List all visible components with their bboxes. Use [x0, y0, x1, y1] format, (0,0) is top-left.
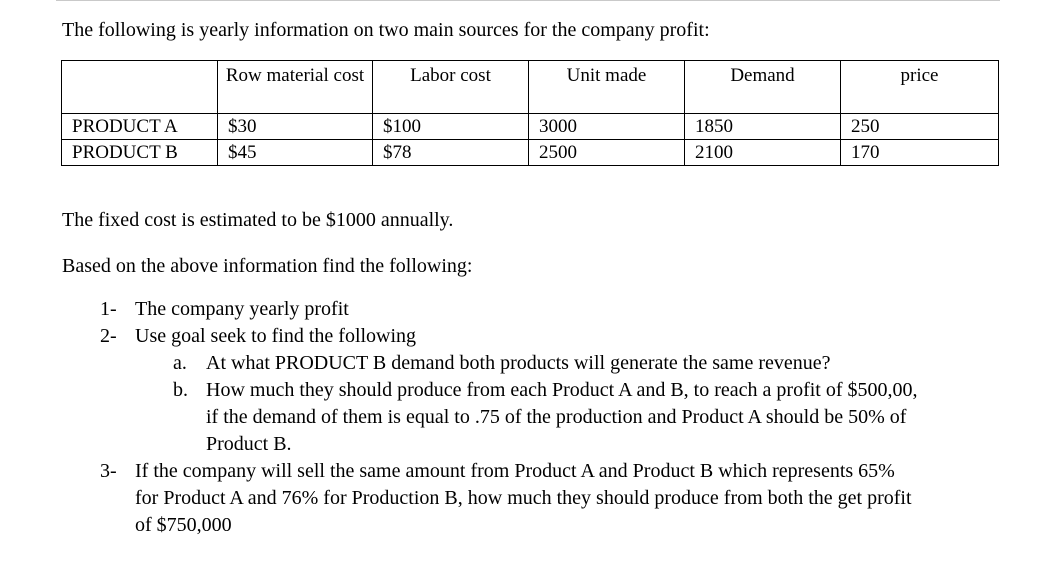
header-cell-blank	[62, 61, 218, 114]
question-2-number: 2-	[100, 325, 117, 347]
header-labor-cost: Labor cost	[373, 61, 529, 114]
product-data-table	[61, 60, 999, 166]
cell-a-labor: $100	[373, 114, 529, 140]
cell-a-unit-made: 3000	[529, 114, 685, 140]
row-label-product-b: PRODUCT B	[62, 140, 218, 166]
cell-b-row-material: $45	[218, 140, 373, 166]
table-row	[62, 114, 999, 140]
cell-b-demand: 2100	[685, 140, 841, 166]
cell-b-labor: $78	[373, 140, 529, 166]
table-row	[62, 140, 999, 166]
cell-a-demand: 1850	[685, 114, 841, 140]
fixed-cost-text: The fixed cost is estimated to be $1000 annually.	[62, 209, 454, 231]
cell-b-price: 170	[841, 140, 999, 166]
header-row-material-cost: Row material cost	[218, 61, 373, 114]
question-2-text: Use goal seek to find the following	[135, 325, 417, 347]
header-unit-made: Unit made	[529, 61, 685, 114]
top-divider	[56, 0, 1000, 1]
instruction-text: Based on the above information find the following:	[62, 255, 473, 277]
question-3-line-1: If the company will sell the same amount from Product A and Product B which represents 65%	[135, 460, 895, 482]
cell-a-price: 250	[841, 114, 999, 140]
header-demand: Demand	[685, 61, 841, 114]
question-2b-letter: b.	[173, 379, 188, 401]
question-2b-line-2: if the demand of them is equal to .75 of the production and Product A should be 50% of	[206, 406, 907, 428]
question-1-text: The company yearly profit	[135, 298, 349, 320]
cell-a-row-material: $30	[218, 114, 373, 140]
question-3-line-2: for Product A and 76% for Production B, how much they should produce from both the get profit	[135, 487, 912, 509]
header-price: price	[841, 61, 999, 114]
cell-b-unit-made: 2500	[529, 140, 685, 166]
question-2b-line-1: How much they should produce from each Product A and B, to reach a profit of $500,00,	[206, 379, 918, 401]
table-header-row	[62, 61, 999, 114]
question-2b-line-3: Product B.	[206, 433, 292, 455]
question-3-number: 3-	[100, 460, 117, 482]
question-2a-text: At what PRODUCT B demand both products will generate the same revenue?	[206, 352, 831, 374]
question-3-line-3: of $750,000	[135, 514, 232, 536]
question-1-number: 1-	[100, 298, 117, 320]
intro-text: The following is yearly information on two main sources for the company profit:	[62, 19, 710, 41]
row-label-product-a: PRODUCT A	[62, 114, 218, 140]
question-2a-letter: a.	[173, 352, 187, 374]
